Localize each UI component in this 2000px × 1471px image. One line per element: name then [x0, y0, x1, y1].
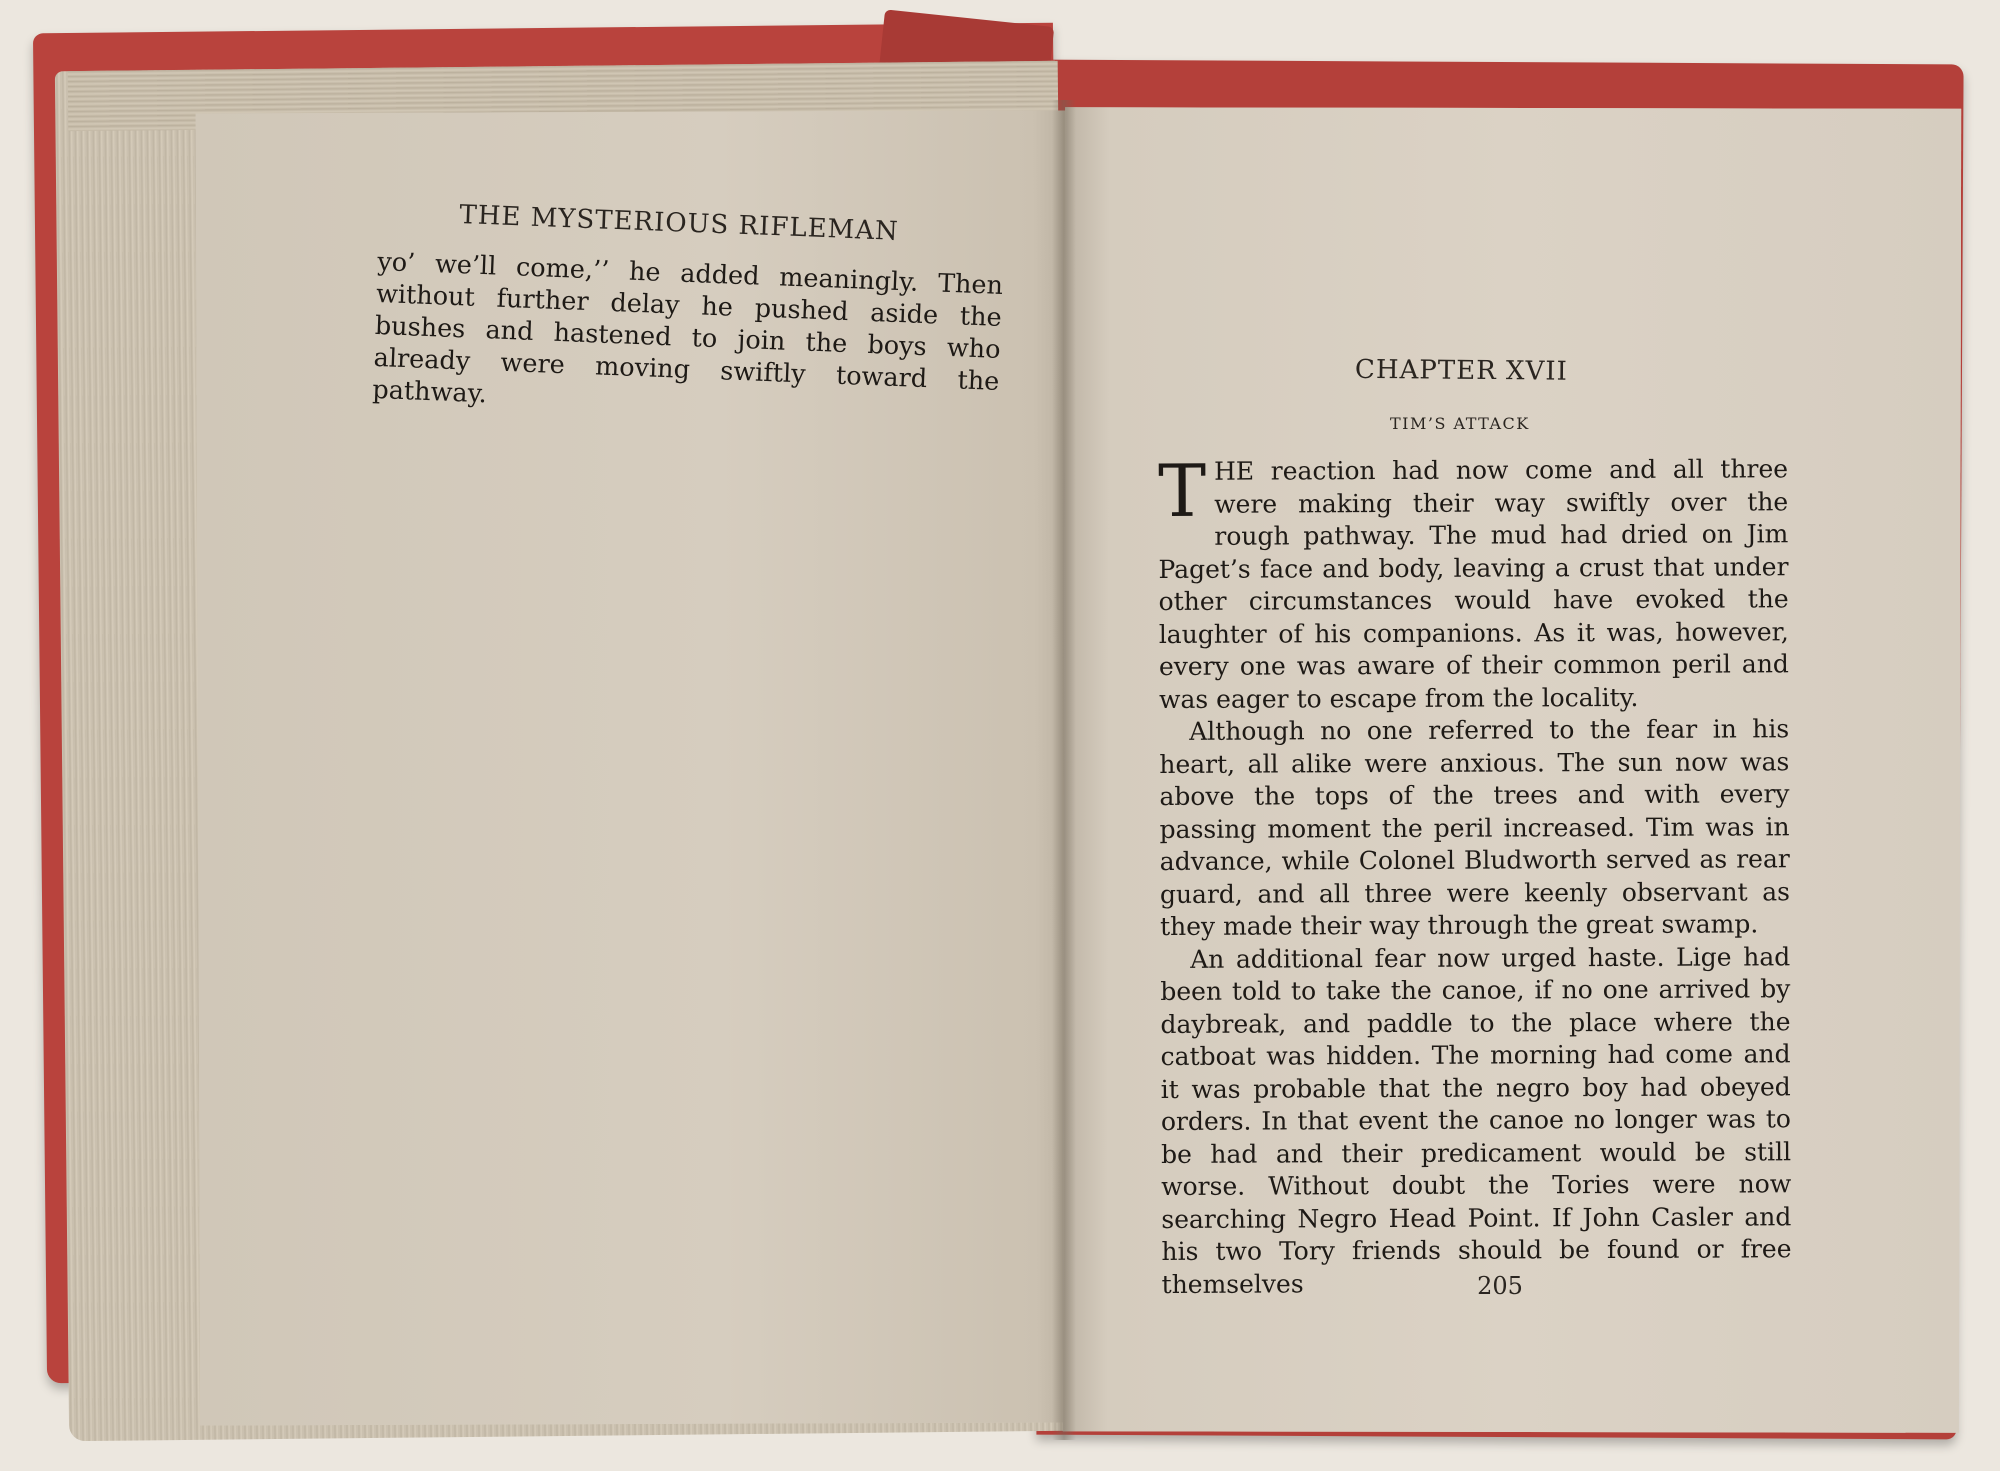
paragraph-3: An additional fear now urged haste. Lige had been told to take the canoe, if no one arrived by daybreak, and paddle to the place where the catboat was hidden. The morning had come and it was probable that the negro boy had obeyed orders. In that event the canoe no longer was to be had and their predicament would be still worse. Without doubt the Tories were now searching Negro Head Point. If John Casler and his two Tory friends should be found or free themselves — [1160, 941, 1792, 1299]
running-head: THE MYSTERIOUS RIFLEMAN — [458, 200, 900, 247]
page-number: 205 — [1477, 1272, 1523, 1300]
chapter-title: CHAPTER XVII — [1354, 354, 1568, 387]
right-page-text — [1157, 448, 1792, 1301]
book-gutter — [1052, 100, 1076, 1440]
left-page-text: yo’ we’ll come,’’ he added meaningly. Then without further delay he pushed aside the bushes and hastened to join the boys who already were moving swiftly toward the pathway. — [371, 246, 1004, 410]
drop-cap: T — [1157, 448, 1207, 533]
paragraph-1 — [1157, 448, 1789, 716]
paragraph-1-text: HE reaction had now come and all three were making their way swiftly over the rough pathway. The mud had dried on Jim Paget’s face and body, leaving a crust that under other circumstances would have evoked the laughter of his companions. As it was, however, every one was aware of their common peril and was eager to escape from the locality. — [1158, 454, 1789, 714]
paragraph-2: Although no one referred to the fear in his heart, all alike were anxious. The sun now was above the tops of the trees and with every passing moment the peril increased. Tim was in advance, while Colonel Bludworth served as rear guard, and all three were keenly observant as they made their way through the great swamp. — [1159, 714, 1790, 941]
chapter-subtitle: TIM’S ATTACK — [1390, 414, 1530, 433]
